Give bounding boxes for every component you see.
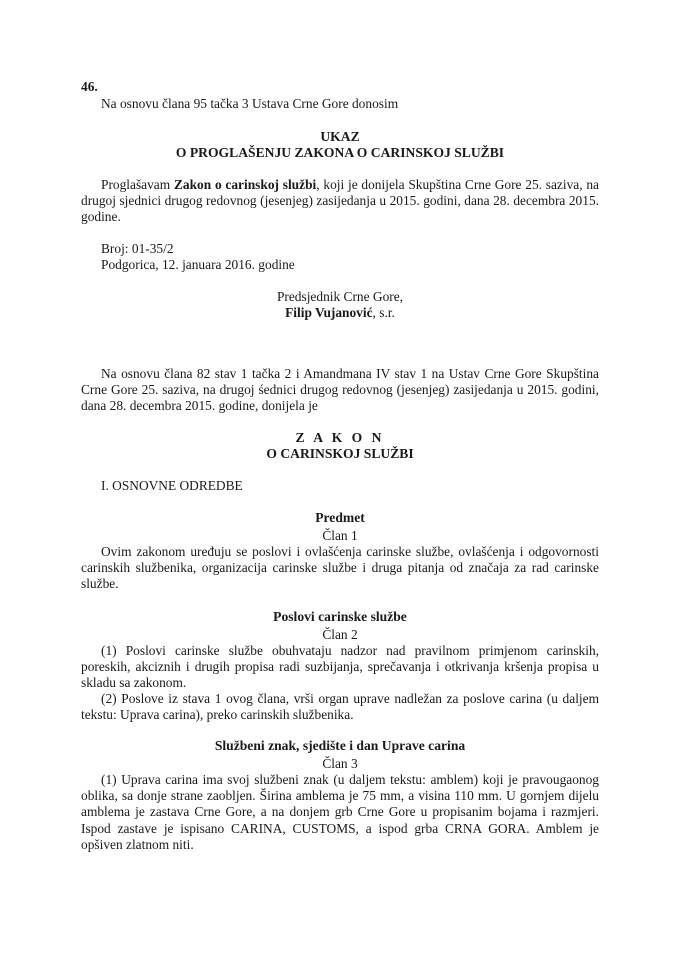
proclamation: [81, 177, 599, 226]
law-subtitle: O CARINSKOJ SLUŽBI: [266, 446, 414, 461]
signature-name: Filip Vujanović: [285, 305, 373, 320]
article-3-paragraph-1: (1) Uprava carina ima svoj službeni znak (u daljem tekstu: amblem) koji je pravougaonog oblika, sa donje strane zaobljen. Širina amblema je 75 mm, a visina 110 mm. U gornjem dijelu amblema je zastava Crne Gore, a na donjem grb Crne Gore u propisanim bojama i razmjeri. Ispod zastave je ispisano CARINA, CUSTOMS, a ispod grba CRNA GORA. Amblem je opšiven zlatnom niti.: [81, 772, 599, 852]
article-1-paragraph-1: Ovim zakonom uređuju se poslovi i ovlašćenja carinske službe, ovlašćenja i odgovornosti carinskih službenika, organizacija carinske službe i druga pitanja od značaja za rad carinske službe.: [81, 544, 599, 592]
signature-suffix: , s.r.: [372, 305, 395, 320]
proclamation-rest: , koji je donijela Skupština Crne Gore 25. saziva, na drugoj sjednici drugog redovnog (jesenjeg) zasijedanja u 2015. godini, dana 28. decembra 2015. godine.: [81, 177, 599, 225]
document-number: 46.: [81, 79, 98, 94]
chapter-heading: I. OSNOVNE ODREDBE: [101, 478, 243, 493]
article-3-heading: Službeni znak, sjedište i dan Uprave carina: [214, 738, 466, 753]
broj: Broj: 01-35/2: [101, 241, 174, 256]
preamble: Na osnovu člana 95 tačka 3 Ustava Crne Gore donosim: [101, 96, 399, 111]
proclamation-lead: Proglašavam: [101, 177, 174, 192]
article-2-paragraph-1: (1) Poslovi carinske službe obuhvataju nadzor nad pravilnom primjenom carinskih, poreskih, akciznih i drugih propisa radi suzbijanja, sprečavanja i otkrivanja kršenja propisa u skladu sa zakonom.: [81, 643, 599, 691]
article-1-heading: Predmet: [315, 510, 365, 525]
article-3-number: Član 3: [322, 756, 358, 771]
article-2-number: Član 2: [322, 627, 358, 642]
article-2-heading: Poslovi carinske službe: [273, 609, 407, 624]
ukaz-title: UKAZ: [320, 129, 360, 144]
article-1-number: Član 1: [322, 528, 358, 543]
law-title: Z A K O N: [295, 430, 385, 445]
signature: [81, 305, 599, 321]
proclamation-law-name: Zakon o carinskoj službi: [173, 177, 317, 192]
ukaz-subtitle: O PROGLAŠENJU ZAKONA O CARINSKOJ SLUŽBI: [175, 145, 505, 160]
signature-title: Predsjednik Crne Gore,: [276, 289, 404, 304]
law-preamble: Na osnovu člana 82 stav 1 tačka 2 i Amandmana IV stav 1 na Ustav Crne Gore Skupština Crne Gore 25. saziva, na drugoj śednici drugog redovnog (jesenjeg) zasijedanja u 2015. godini, dana 28. decembra 2015. godine, donijela je: [81, 366, 599, 414]
article-2-paragraph-2: (2) Poslove iz stava 1 ovog člana, vrši organ uprave nadležan za poslove carina (u daljem tekstu: Uprava carina), preko carinskih službenika.: [81, 691, 599, 723]
place-date: Podgorica, 12. januara 2016. godine: [101, 257, 295, 272]
